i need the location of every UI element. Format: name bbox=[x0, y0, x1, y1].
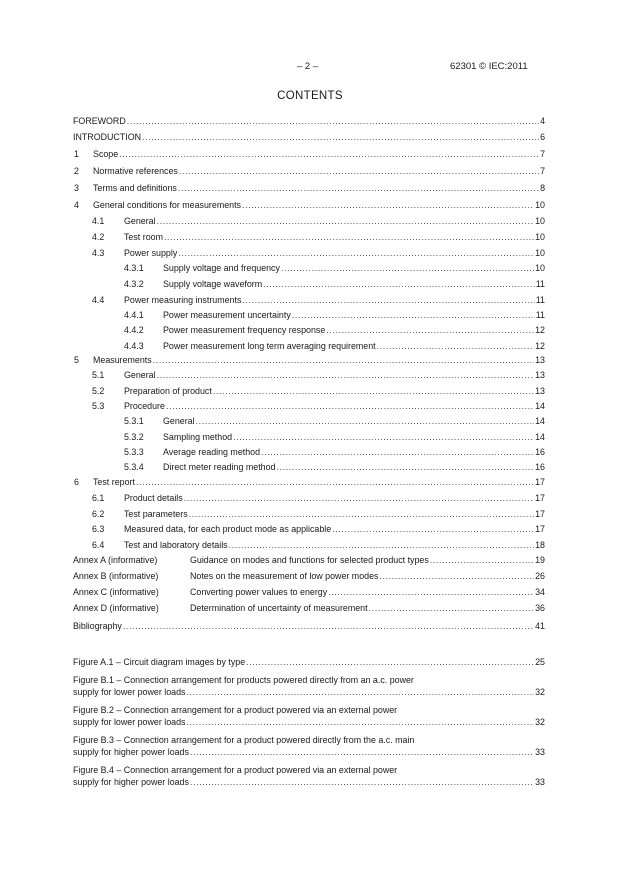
toc-entry[interactable] bbox=[73, 521, 545, 535]
toc-entry-page: 10 bbox=[535, 248, 545, 258]
dot-leader bbox=[213, 386, 534, 397]
toc-entry-label: Converting power values to energy bbox=[190, 587, 328, 597]
figure-entry-page: 33 bbox=[535, 746, 545, 757]
toc-entry-label: Notes on the measurement of low power modes bbox=[190, 571, 379, 581]
dot-leader bbox=[332, 524, 534, 535]
toc-entry[interactable] bbox=[73, 276, 545, 290]
page-title: CONTENTS bbox=[277, 90, 343, 102]
toc-entry-number: 6.2 bbox=[92, 509, 105, 519]
toc-entry-number: 5.2 bbox=[92, 386, 105, 396]
toc-entry[interactable] bbox=[73, 367, 545, 381]
toc-entry-page: 13 bbox=[535, 386, 545, 396]
dot-leader bbox=[246, 657, 534, 669]
toc-entry[interactable] bbox=[73, 398, 545, 412]
dot-leader bbox=[369, 603, 535, 614]
dot-leader bbox=[377, 341, 535, 352]
toc-entry-number: 5.3.3 bbox=[124, 447, 144, 457]
toc-entry-number: 3 bbox=[74, 183, 79, 193]
toc-entry-label: Bibliography bbox=[73, 621, 122, 631]
toc-entry-number: 5.1 bbox=[92, 370, 105, 380]
figure-entry[interactable] bbox=[73, 705, 545, 729]
toc-entry-page: 11 bbox=[535, 310, 545, 320]
dot-leader bbox=[233, 432, 534, 443]
dot-leader bbox=[281, 263, 534, 274]
toc-entry-number: 6.3 bbox=[92, 524, 105, 534]
toc-entry-label: Determination of uncertainty of measurement bbox=[190, 603, 368, 613]
toc-entry-label: Power supply bbox=[124, 248, 178, 258]
toc-entry[interactable] bbox=[73, 429, 545, 443]
figure-entry-page: 32 bbox=[535, 716, 545, 727]
dot-leader bbox=[328, 587, 534, 598]
toc-entry[interactable] bbox=[73, 618, 545, 632]
toc-entry-page: 11 bbox=[535, 295, 545, 305]
dot-leader bbox=[164, 232, 534, 243]
toc-entry[interactable] bbox=[73, 113, 545, 127]
toc-entry-label: General bbox=[124, 370, 156, 380]
toc-entry[interactable] bbox=[73, 307, 545, 321]
dot-leader bbox=[186, 717, 534, 729]
page-number: – 2 – bbox=[297, 61, 319, 72]
figure-entry-caption: Figure B.2 – Connection arrangement for a product powered via an external power bbox=[73, 705, 398, 715]
dot-leader bbox=[127, 116, 539, 127]
toc-entry-number: 5.3 bbox=[92, 401, 105, 411]
toc-entry-number: 6.4 bbox=[92, 540, 105, 550]
toc-entry-label: Power measurement long term averaging requirement bbox=[163, 341, 376, 351]
dot-leader bbox=[123, 621, 534, 632]
toc-entry[interactable] bbox=[73, 444, 545, 458]
dot-leader bbox=[190, 777, 534, 789]
dot-leader bbox=[157, 370, 535, 381]
figure-entry[interactable] bbox=[73, 735, 545, 759]
toc-entry-label: Measurements bbox=[93, 355, 152, 365]
dot-leader bbox=[430, 555, 534, 566]
toc-entry-label: Average reading method bbox=[163, 447, 261, 457]
figure-entry[interactable] bbox=[73, 765, 545, 789]
toc-entry-page: 19 bbox=[535, 555, 545, 565]
toc-entry-label: Test and laboratory details bbox=[124, 540, 228, 550]
dot-leader bbox=[186, 687, 534, 699]
dot-leader bbox=[153, 355, 534, 366]
toc-entry-label: Power measurement frequency response bbox=[163, 325, 326, 335]
toc-entry-number: 4.1 bbox=[92, 216, 105, 226]
toc-entry[interactable] bbox=[73, 129, 545, 143]
dot-leader bbox=[190, 747, 534, 759]
document-id: 62301 © IEC:2011 bbox=[450, 61, 528, 72]
toc-entry-label: Power measuring instruments bbox=[124, 295, 242, 305]
toc-entry-page: 17 bbox=[535, 493, 545, 503]
toc-entry[interactable] bbox=[73, 322, 545, 336]
toc-entry-number: 4.4.2 bbox=[124, 325, 144, 335]
toc-entry-page: 14 bbox=[535, 432, 545, 442]
toc-entry[interactable] bbox=[73, 292, 545, 306]
figure-entry[interactable] bbox=[73, 657, 545, 669]
toc-entry-label: Test parameters bbox=[124, 509, 188, 519]
figure-entry-caption: Figure B.1 – Connection arrangement for products powered directly from an a.c. power bbox=[73, 675, 414, 685]
dot-leader bbox=[326, 325, 534, 336]
toc-entry-page: 26 bbox=[535, 571, 545, 581]
toc-entry-page: 17 bbox=[535, 477, 545, 487]
dot-leader bbox=[179, 166, 539, 177]
toc-entry-number: 5.3.2 bbox=[124, 432, 144, 442]
toc-entry-label: Test room bbox=[124, 232, 163, 242]
toc-entry[interactable] bbox=[73, 459, 545, 473]
toc-entry-number: 4.4.1 bbox=[124, 310, 144, 320]
toc-entry[interactable] bbox=[73, 245, 545, 259]
toc-entry-page: 12 bbox=[535, 341, 545, 351]
toc-entry[interactable] bbox=[73, 413, 545, 427]
toc-entry-number: 4 bbox=[74, 200, 79, 210]
toc-entry[interactable] bbox=[73, 383, 545, 397]
toc-entry[interactable] bbox=[73, 146, 545, 160]
toc-entry-number: 6.1 bbox=[92, 493, 105, 503]
toc-entry[interactable] bbox=[73, 352, 545, 366]
toc-entry-page: 11 bbox=[535, 279, 545, 289]
toc-entry-number: 1 bbox=[74, 149, 79, 159]
toc-entry-page: 36 bbox=[535, 603, 545, 613]
toc-entry[interactable] bbox=[73, 537, 545, 551]
toc-entry-label: Sampling method bbox=[163, 432, 233, 442]
toc-entry-number: 4.4 bbox=[92, 295, 105, 305]
dot-leader bbox=[157, 216, 535, 227]
toc-entry-number: 4.3.2 bbox=[124, 279, 144, 289]
toc-entry-label: Power measurement uncertainty bbox=[163, 310, 291, 320]
toc-entry[interactable] bbox=[73, 568, 545, 582]
toc-entry[interactable] bbox=[73, 474, 545, 488]
dot-leader bbox=[136, 477, 534, 488]
dot-leader bbox=[276, 462, 534, 473]
toc-entry-number: Annex B (informative) bbox=[73, 571, 159, 581]
toc-entry[interactable] bbox=[73, 338, 545, 352]
toc-entry-page: 4 bbox=[540, 116, 545, 126]
dot-leader bbox=[379, 571, 534, 582]
dot-leader bbox=[242, 295, 534, 306]
toc-entry-number: 5 bbox=[74, 355, 79, 365]
figure-entry-page: 33 bbox=[535, 776, 545, 787]
toc-entry-label: INTRODUCTION bbox=[73, 132, 142, 142]
figure-entry-caption: Figure B.4 – Connection arrangement for a product powered via an external power bbox=[73, 765, 398, 775]
toc-entry-label: Test report bbox=[93, 477, 135, 487]
figure-entry-caption: Figure B.3 – Connection arrangement for a product powered directly from the a.c. main bbox=[73, 735, 415, 745]
dot-leader bbox=[263, 279, 535, 290]
toc-entry-label: Preparation of product bbox=[124, 386, 212, 396]
toc-entry-number: 4.3 bbox=[92, 248, 105, 258]
toc-entry-page: 41 bbox=[535, 621, 545, 631]
figure-entry-caption-continued: supply for higher power loads bbox=[73, 746, 189, 757]
toc-entry-page: 16 bbox=[535, 462, 545, 472]
toc-entry-label: Supply voltage waveform bbox=[163, 279, 263, 289]
dot-leader bbox=[178, 183, 539, 194]
dot-leader bbox=[242, 200, 534, 211]
toc-entry[interactable] bbox=[73, 180, 545, 194]
dot-leader bbox=[261, 447, 534, 458]
toc-entry-number: 2 bbox=[74, 166, 79, 176]
toc-entry-number: 5.3.4 bbox=[124, 462, 144, 472]
toc-entry-page: 17 bbox=[535, 509, 545, 519]
toc-entry[interactable] bbox=[73, 506, 545, 520]
toc-entry-page: 13 bbox=[535, 370, 545, 380]
toc-entry-label: Procedure bbox=[124, 401, 165, 411]
toc-entry-page: 6 bbox=[540, 132, 545, 142]
toc-entry-number: 4.3.1 bbox=[124, 263, 144, 273]
toc-entry-number: Annex D (informative) bbox=[73, 603, 159, 613]
toc-entry-label: Product details bbox=[124, 493, 183, 503]
toc-entry[interactable] bbox=[73, 260, 545, 274]
toc-entry-number: 4.2 bbox=[92, 232, 105, 242]
figure-entry-page: 25 bbox=[535, 657, 545, 667]
figure-entry[interactable] bbox=[73, 675, 545, 699]
toc-entry-page: 14 bbox=[535, 416, 545, 426]
toc-entry-label: General bbox=[163, 416, 195, 426]
toc-entry-page: 14 bbox=[535, 401, 545, 411]
toc-entry-label: Supply voltage and frequency bbox=[163, 263, 280, 273]
toc-entry-number: Annex A (informative) bbox=[73, 555, 158, 565]
toc-entry[interactable] bbox=[73, 600, 545, 614]
toc-entry-label: Measured data, for each product mode as applicable bbox=[124, 524, 332, 534]
toc-entry[interactable] bbox=[73, 197, 545, 211]
toc-entry[interactable] bbox=[73, 584, 545, 598]
dot-leader bbox=[292, 310, 535, 321]
toc-entry-label: Terms and definitions bbox=[93, 183, 177, 193]
toc-entry-label: Normative references bbox=[93, 166, 178, 176]
dot-leader bbox=[189, 509, 534, 520]
toc-entry-label: FOREWORD bbox=[73, 116, 126, 126]
dot-leader bbox=[196, 416, 535, 427]
figure-entry-caption-continued: supply for higher power loads bbox=[73, 776, 189, 787]
toc-entry-label: Guidance on modes and functions for selected product types bbox=[190, 555, 429, 565]
toc-entry-page: 10 bbox=[535, 263, 545, 273]
dot-leader bbox=[119, 149, 539, 160]
dot-leader bbox=[229, 540, 535, 551]
toc-entry-page: 13 bbox=[535, 355, 545, 365]
toc-entry-page: 10 bbox=[535, 232, 545, 242]
toc-entry[interactable] bbox=[73, 229, 545, 243]
figure-entry-caption-continued: supply for lower power loads bbox=[73, 686, 186, 697]
toc-entry-number: 5.3.1 bbox=[124, 416, 144, 426]
toc-entry-label: General conditions for measurements bbox=[93, 200, 241, 210]
toc-entry-number: 4.4.3 bbox=[124, 341, 144, 351]
toc-entry-page: 10 bbox=[535, 200, 545, 210]
toc-entry-label: General bbox=[124, 216, 156, 226]
dot-leader bbox=[178, 248, 534, 259]
toc-entry-label: Direct meter reading method bbox=[163, 462, 276, 472]
toc-entry-page: 7 bbox=[540, 166, 545, 176]
toc-entry-page: 34 bbox=[535, 587, 545, 597]
toc-entry-page: 10 bbox=[535, 216, 545, 226]
toc-entry-number: Annex C (informative) bbox=[73, 587, 159, 597]
dot-leader bbox=[184, 493, 534, 504]
toc-entry-page: 8 bbox=[540, 183, 545, 193]
figure-entry-caption-continued: supply for lower power loads bbox=[73, 716, 186, 727]
figure-entry-page: 32 bbox=[535, 686, 545, 697]
toc-entry[interactable] bbox=[73, 213, 545, 227]
toc-entry-page: 7 bbox=[540, 149, 545, 159]
dot-leader bbox=[142, 132, 539, 143]
toc-entry[interactable] bbox=[73, 490, 545, 504]
toc-entry[interactable] bbox=[73, 163, 545, 177]
toc-entry-label: Scope bbox=[93, 149, 119, 159]
toc-entry-page: 12 bbox=[535, 325, 545, 335]
dot-leader bbox=[166, 401, 534, 412]
toc-entry-number: 6 bbox=[74, 477, 79, 487]
toc-entry[interactable] bbox=[73, 552, 545, 566]
figure-entry-caption: Figure A.1 – Circuit diagram images by type bbox=[73, 657, 246, 667]
toc-entry-page: 16 bbox=[535, 447, 545, 457]
toc-entry-page: 18 bbox=[535, 540, 545, 550]
toc-entry-page: 17 bbox=[535, 524, 545, 534]
